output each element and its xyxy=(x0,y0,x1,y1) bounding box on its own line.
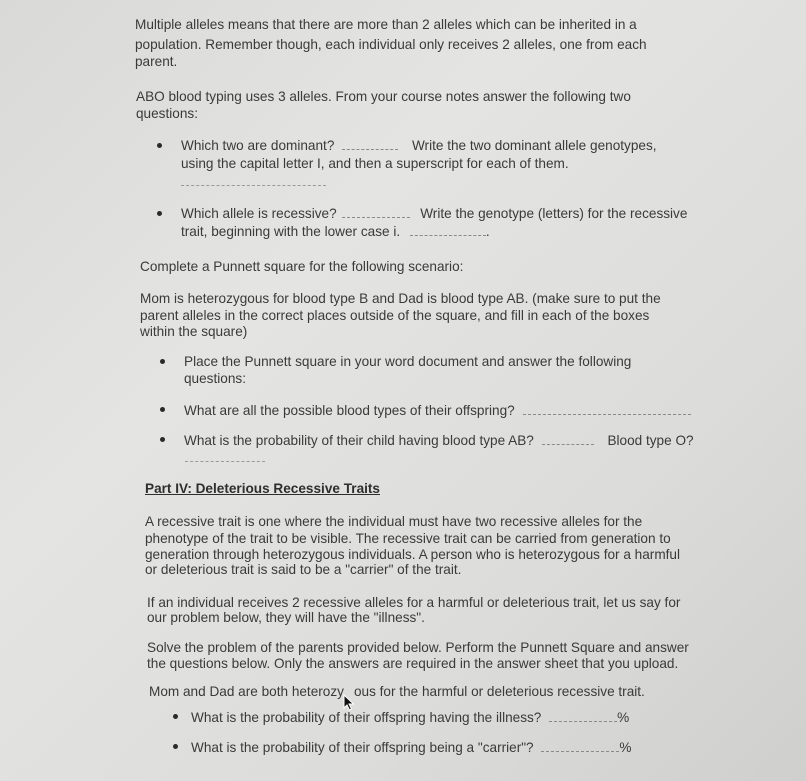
solve-line-2: the questions below. Only the answers are required in the answer sheet that you upload. xyxy=(147,656,679,671)
question-dominant-text: Which two are dominant? xyxy=(181,138,335,153)
question-illness-text: What is the probability of their offspring having the illness? xyxy=(191,710,542,725)
question-dominant-line-2: using the capital letter I, and then a superscript for each of them. xyxy=(181,156,569,171)
recessive-line-2: phenotype of the trait to be visible. The recessive trait can be carried from generation to xyxy=(145,531,671,546)
question-recessive-text: Which allele is recessive? xyxy=(181,206,337,221)
question-recessive xyxy=(181,206,687,223)
question-dominant xyxy=(181,138,657,155)
question-blood-type-o: Blood type O? xyxy=(607,433,694,448)
scenario-line-3: within the square) xyxy=(140,324,248,339)
question-recessive-genotype: Write the genotype (letters) for the recessive xyxy=(420,206,688,221)
intro-line-1: Multiple alleles means that there are more than 2 alleles which can be inherited in a xyxy=(135,17,637,32)
answer-blank[interactable] xyxy=(410,224,486,236)
percent-unit: % xyxy=(617,710,630,725)
answer-blank[interactable] xyxy=(181,185,326,186)
intro-line-2: population. Remember though, each individual only receives 2 alleles, one from each xyxy=(135,37,647,52)
parents-statement xyxy=(149,684,645,701)
bullet xyxy=(157,143,162,148)
question-illness xyxy=(191,710,629,727)
question-blood-types-text: What are all the possible blood types of their offspring? xyxy=(184,403,515,418)
bullet xyxy=(160,407,165,412)
recessive-line-3: generation through heterozygous individuals. A person who is heterozygous for a harmful xyxy=(145,547,681,562)
answer-blank[interactable] xyxy=(185,461,265,462)
question-probability-ab-text: What is the probability of their child having blood type AB? xyxy=(184,433,534,448)
recessive-line-4: or deleterious trait is said to be a "carrier" of the trait. xyxy=(145,562,462,577)
answer-blank[interactable] xyxy=(549,710,617,722)
bullet xyxy=(173,714,178,719)
bullet xyxy=(157,211,162,216)
illness-line-1: If an individual receives 2 recessive alleles for a harmful or deleterious trait, let us say for xyxy=(147,595,681,610)
section-heading: Part IV: Deleterious Recessive Traits xyxy=(145,481,380,496)
question-recessive-line-2-text: trait, beginning with the lower case i. xyxy=(181,224,401,239)
answer-blank[interactable] xyxy=(541,740,619,752)
punnett-intro: Complete a Punnett square for the following scenario: xyxy=(140,259,464,274)
answer-blank[interactable] xyxy=(523,403,691,415)
answer-blank[interactable] xyxy=(342,138,398,150)
bullet xyxy=(160,359,165,364)
recessive-line-1: A recessive trait is one where the individual must have two recessive alleles for the xyxy=(145,514,643,529)
answer-blank[interactable] xyxy=(342,206,410,218)
scenario-line-2: parent alleles in the correct places outside of the square, and fill in each of the boxes xyxy=(140,308,650,323)
period: . xyxy=(485,224,490,239)
bullet xyxy=(173,744,178,749)
question-recessive-line-2 xyxy=(181,224,490,241)
intro-line-3: parent. xyxy=(135,54,178,69)
percent-unit: % xyxy=(619,740,632,755)
question-blood-types xyxy=(184,403,691,420)
parents-statement-part-1: Mom and Dad are both heterozy xyxy=(149,684,344,699)
abo-line-1: ABO blood typing uses 3 alleles. From your course notes answer the following two xyxy=(136,89,631,104)
solve-line-1: Solve the problem of the parents provided below. Perform the Punnett Square and answer xyxy=(147,640,689,655)
bullet xyxy=(160,437,165,442)
abo-line-2: questions: xyxy=(136,106,198,121)
punnett-instruction-line-1: Place the Punnett square in your word document and answer the following xyxy=(184,354,632,369)
question-dominant-genotypes: Write the two dominant allele genotypes, xyxy=(411,138,657,153)
parents-statement-part-2: ous for the harmful or deleterious recessive trait. xyxy=(353,684,645,699)
illness-line-2: our problem below, they will have the "illness". xyxy=(147,610,425,625)
question-carrier xyxy=(191,740,632,757)
question-probability-ab xyxy=(184,433,694,450)
question-carrier-text: What is the probability of their offspring being a "carrier"? xyxy=(191,740,534,755)
punnett-instruction-line-2: questions: xyxy=(184,371,246,386)
answer-blank[interactable] xyxy=(542,433,594,445)
scenario-line-1: Mom is heterozygous for blood type B and Dad is blood type AB. (make sure to put the xyxy=(140,291,661,306)
